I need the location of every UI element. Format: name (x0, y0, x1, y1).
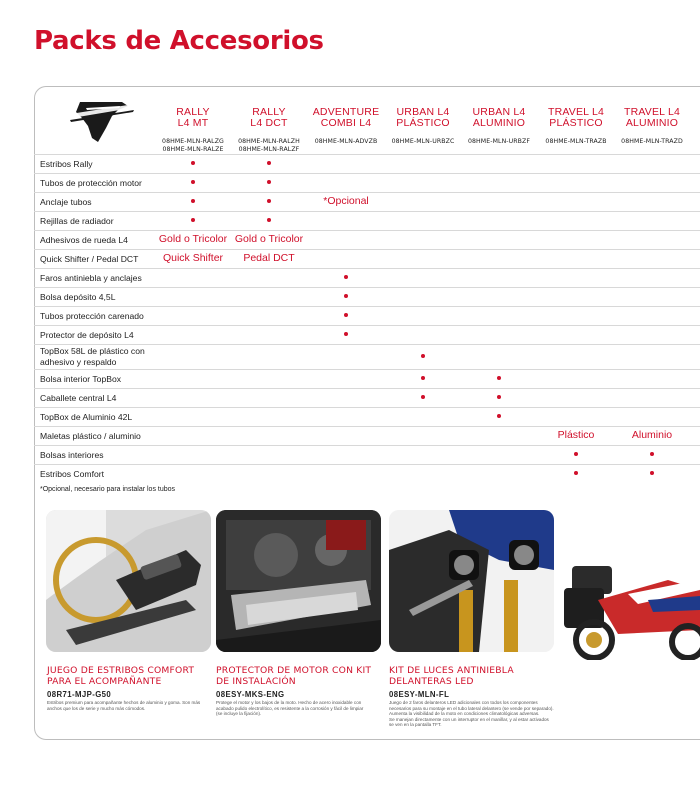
part-code: 08HME-MLN-RALZH (238, 138, 300, 145)
product-description (47, 700, 215, 711)
cell-text: *Opcional (323, 195, 369, 207)
included-dot (650, 452, 654, 456)
column-name-line: URBAN L4 (396, 106, 450, 118)
footnote: *Opcional, necesario para instalar los tubos (40, 486, 176, 493)
row-label: Bolsas interiores (40, 450, 104, 460)
product-description-line: anchos que los de serie y mucho más cómodos. (47, 705, 146, 711)
table-row (34, 407, 700, 426)
row-label: Quick Shifter / Pedal DCT (40, 254, 139, 264)
column-name (538, 106, 614, 128)
included-dot (344, 332, 348, 336)
product-description-line: Protege el motor y los bajos de la moto. Hecho de acero inoxidable con (216, 700, 362, 705)
part-code: 08HME-MLN-RALZG (162, 138, 224, 145)
column-codes (461, 138, 537, 146)
included-dot (191, 218, 195, 222)
column-name-line: TRAVEL L4 (623, 106, 681, 118)
part-code: 08HME-MLN-TRAZD (621, 138, 683, 145)
product-code: 08ESY-MKS-ENG (216, 690, 285, 699)
product-description (389, 700, 557, 728)
product-code: 08R71-MJP-G50 (47, 690, 112, 699)
included-dot (267, 180, 271, 184)
column-header (461, 106, 537, 146)
table-row (34, 230, 700, 249)
table-row (34, 445, 700, 464)
row-label: Caballete central L4 (40, 393, 117, 403)
engine-guard-photo (216, 510, 381, 652)
product-description-line: Estribos premium para acompañante hechos de aluminio y goma. Son más (47, 700, 201, 705)
column-name (614, 106, 690, 128)
column-codes (385, 138, 461, 146)
included-dot (574, 471, 578, 475)
row-label: Tubos protección carenado (40, 311, 144, 321)
included-dot (650, 471, 654, 475)
column-name (308, 106, 384, 128)
product-title (216, 666, 386, 687)
part-code: 08HME-MLN-RALZF (238, 146, 300, 153)
product-title-line: JUEGO DE ESTRIBOS COMFORT (47, 665, 195, 676)
included-dot (497, 414, 501, 418)
motorcycle-photo (558, 560, 700, 660)
column-name-line: L4 DCT (250, 116, 288, 129)
product-title-line: DE INSTALACIÓN (216, 675, 296, 687)
product-description-line: necesarios para su montaje en el tubo lateral delantero (se vende por separado). (389, 705, 554, 711)
included-dot (421, 376, 425, 380)
product-description-line: (se incluye la fijación). (216, 711, 262, 717)
column-name (461, 106, 537, 128)
column-name-line: COMBI L4 (320, 116, 372, 129)
part-code: 08HME-MLN-ADVZB (314, 138, 378, 145)
table-row (34, 173, 700, 192)
footpeg-photo (46, 510, 211, 652)
column-name-line: RALLY (176, 106, 210, 118)
column-name-line: PLÁSTICO (549, 116, 603, 129)
row-label: TopBox 58L de plástico con adhesivo y respaldo (40, 346, 145, 367)
cell-text: Quick Shifter (162, 252, 224, 264)
table-row (34, 344, 700, 369)
product-title-line: PARA EL ACOMPAÑANTE (47, 675, 162, 687)
fog-light-photo (389, 510, 554, 652)
page-title: Packs de Accesorios (34, 26, 324, 56)
column-header (231, 106, 307, 154)
included-dot (421, 354, 425, 358)
column-name-line: PLÁSTICO (396, 116, 450, 129)
table-row (34, 325, 700, 344)
product-description-line: Se manejan directamente con un interruptor en el manillar, y al estar activados (389, 716, 549, 722)
row-label: TopBox de Aluminio 42L (40, 412, 133, 422)
africa-twin-logo (66, 100, 136, 146)
row-label: Estribos Rally (40, 159, 93, 169)
column-name-line: L4 MT (177, 116, 209, 129)
product-description (216, 700, 384, 717)
included-dot (497, 376, 501, 380)
product-code: 08ESY-MLN-FL (389, 690, 450, 699)
table-row (34, 249, 700, 268)
included-dot (267, 199, 271, 203)
table-row (34, 306, 700, 325)
column-name (385, 106, 461, 128)
included-dot (344, 294, 348, 298)
part-code: 08HME-MLN-TRAZB (545, 138, 607, 145)
column-name (231, 106, 307, 128)
cell-text: Pedal DCT (243, 252, 295, 264)
row-label: Maletas plástico / aluminio (40, 431, 141, 441)
product-title (389, 666, 559, 687)
product-title (47, 666, 217, 687)
part-code: 08HME-MLN-RALZE (162, 146, 224, 153)
column-name-line: ALUMINIO (472, 116, 526, 129)
column-name-line: URBAN L4 (472, 106, 526, 118)
table-row (34, 388, 700, 407)
product-description-line: Aumenta la visibilidad de la moto en condiciones climatológicas adversas. (389, 711, 540, 717)
included-dot (344, 275, 348, 279)
table-row (34, 287, 700, 306)
row-label: Tubos de protección motor (40, 178, 142, 188)
table-row (34, 211, 700, 230)
included-dot (267, 161, 271, 165)
included-dot (267, 218, 271, 222)
included-dot (344, 313, 348, 317)
cell-text: Gold o Tricolor (234, 233, 304, 245)
included-dot (191, 180, 195, 184)
cell-text: Gold o Tricolor (158, 233, 228, 245)
cell-text: Aluminio (631, 429, 673, 441)
column-header (614, 106, 690, 146)
row-label: Adhesivos de rueda L4 (40, 235, 128, 245)
column-header (385, 106, 461, 146)
column-name-line: RALLY (252, 106, 286, 118)
column-name (155, 106, 231, 128)
row-label: Bolsa depósito 4,5L (40, 292, 116, 302)
included-dot (574, 452, 578, 456)
included-dot (421, 395, 425, 399)
cell-text: Plástico (557, 429, 595, 441)
product-description-line: acabado pulido electrolítico, es resistente a la corrosión y fácil de limpiar (216, 705, 364, 711)
product-description-line: Juego de 2 faros delanteros LED adicionales con todos los componentes (389, 700, 538, 705)
column-name-line: ALUMINIO (625, 116, 679, 129)
product-title-line: PROTECTOR DE MOTOR CON KIT (216, 665, 372, 676)
row-label: Estribos Comfort (40, 469, 104, 479)
column-codes (231, 138, 307, 154)
included-dot (191, 161, 195, 165)
column-name-line: ADVENTURE (312, 106, 380, 118)
table-row (34, 154, 700, 173)
column-codes (614, 138, 690, 146)
column-header (155, 106, 231, 154)
included-dot (497, 395, 501, 399)
included-dot (191, 199, 195, 203)
column-header (308, 106, 384, 146)
column-codes (308, 138, 384, 146)
product-title-line: DELANTERAS LED (389, 675, 474, 687)
row-label: Protector de depósito L4 (40, 330, 134, 340)
product-description-line: se ven en la pantalla TFT. (389, 722, 442, 728)
row-label: Rejillas de radiador (40, 216, 114, 226)
table-row (34, 268, 700, 287)
part-code: 08HME-MLN-URBZF (467, 138, 531, 145)
column-codes (538, 138, 614, 146)
column-codes (155, 138, 231, 154)
product-title-line: KIT DE LUCES ANTINIEBLA (389, 665, 514, 676)
part-code: 08HME-MLN-URBZC (391, 138, 455, 145)
table-row (34, 369, 700, 388)
column-header (538, 106, 614, 146)
table-row (34, 464, 700, 483)
row-label: Bolsa interior TopBox (40, 374, 122, 384)
row-label: Faros antiniebla y anclajes (40, 273, 142, 283)
row-label: Anclaje tubos (40, 197, 92, 207)
column-name-line: TRAVEL L4 (547, 106, 605, 118)
